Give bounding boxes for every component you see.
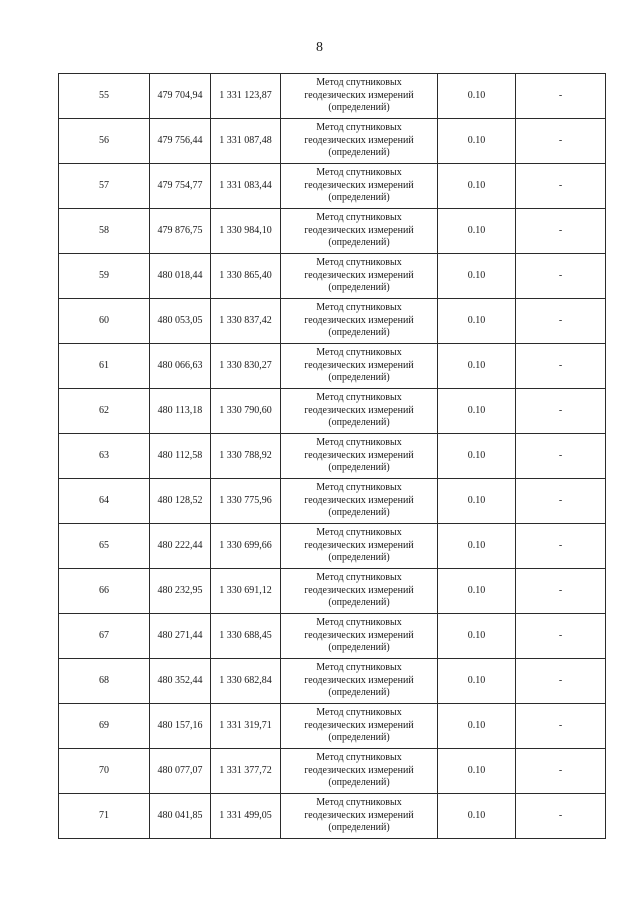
y-coordinate-cell: 1 330 790,60 bbox=[211, 389, 281, 434]
method-cell bbox=[281, 74, 438, 119]
x-coordinate-cell: 480 053,05 bbox=[150, 299, 211, 344]
method-cell bbox=[281, 119, 438, 164]
method-line-2: геодезических измерений bbox=[304, 494, 414, 506]
y-coordinate-cell: 1 330 682,84 bbox=[211, 659, 281, 704]
y-coordinate-cell: 1 330 830,27 bbox=[211, 344, 281, 389]
point-number-cell: 61 bbox=[59, 344, 150, 389]
point-number-cell: 56 bbox=[59, 119, 150, 164]
point-number-cell: 68 bbox=[59, 659, 150, 704]
point-number-cell: 70 bbox=[59, 749, 150, 794]
table-row bbox=[59, 74, 606, 119]
note-cell: - bbox=[516, 299, 606, 344]
table-row bbox=[59, 614, 606, 659]
note-cell: - bbox=[516, 344, 606, 389]
accuracy-cell: 0.10 bbox=[438, 749, 516, 794]
method-line-1: Метод спутниковых bbox=[316, 572, 402, 584]
coordinates-table bbox=[58, 73, 606, 839]
table-row bbox=[59, 659, 606, 704]
method-line-1: Метод спутниковых bbox=[316, 347, 402, 359]
method-line-1: Метод спутниковых bbox=[316, 707, 402, 719]
note-cell: - bbox=[516, 524, 606, 569]
x-coordinate-cell: 480 041,85 bbox=[150, 794, 211, 839]
y-coordinate-cell: 1 330 865,40 bbox=[211, 254, 281, 299]
table-row bbox=[59, 704, 606, 749]
y-coordinate-cell: 1 330 691,12 bbox=[211, 569, 281, 614]
method-line-2: геодезических измерений bbox=[304, 404, 414, 416]
accuracy-cell: 0.10 bbox=[438, 434, 516, 479]
method-line-1: Метод спутниковых bbox=[316, 527, 402, 539]
x-coordinate-cell: 480 112,58 bbox=[150, 434, 211, 479]
x-coordinate-cell: 479 754,77 bbox=[150, 164, 211, 209]
method-line-2: геодезических измерений bbox=[304, 359, 414, 371]
method-line-2: геодезических измерений bbox=[304, 134, 414, 146]
method-line-3: (определений) bbox=[328, 507, 390, 519]
method-line-3: (определений) bbox=[328, 372, 390, 384]
accuracy-cell: 0.10 bbox=[438, 254, 516, 299]
method-line-1: Метод спутниковых bbox=[316, 662, 402, 674]
note-cell: - bbox=[516, 749, 606, 794]
method-line-2: геодезических измерений bbox=[304, 449, 414, 461]
method-line-1: Метод спутниковых bbox=[316, 617, 402, 629]
point-number-cell: 65 bbox=[59, 524, 150, 569]
table-row bbox=[59, 749, 606, 794]
accuracy-cell: 0.10 bbox=[438, 614, 516, 659]
x-coordinate-cell: 480 066,63 bbox=[150, 344, 211, 389]
method-cell bbox=[281, 794, 438, 839]
table-row bbox=[59, 209, 606, 254]
method-line-3: (определений) bbox=[328, 642, 390, 654]
method-line-1: Метод спутниковых bbox=[316, 797, 402, 809]
y-coordinate-cell: 1 330 984,10 bbox=[211, 209, 281, 254]
method-cell bbox=[281, 344, 438, 389]
point-number-cell: 63 bbox=[59, 434, 150, 479]
method-line-3: (определений) bbox=[328, 552, 390, 564]
method-line-2: геодезических измерений bbox=[304, 269, 414, 281]
method-line-2: геодезических измерений bbox=[304, 809, 414, 821]
method-line-1: Метод спутниковых bbox=[316, 392, 402, 404]
method-cell bbox=[281, 254, 438, 299]
method-line-1: Метод спутниковых bbox=[316, 212, 402, 224]
method-line-2: геодезических измерений bbox=[304, 314, 414, 326]
table-row bbox=[59, 164, 606, 209]
method-cell bbox=[281, 614, 438, 659]
accuracy-cell: 0.10 bbox=[438, 524, 516, 569]
point-number-cell: 69 bbox=[59, 704, 150, 749]
y-coordinate-cell: 1 330 837,42 bbox=[211, 299, 281, 344]
x-coordinate-cell: 480 232,95 bbox=[150, 569, 211, 614]
method-cell bbox=[281, 479, 438, 524]
accuracy-cell: 0.10 bbox=[438, 389, 516, 434]
point-number-cell: 58 bbox=[59, 209, 150, 254]
method-line-3: (определений) bbox=[328, 102, 390, 114]
method-line-2: геодезических измерений bbox=[304, 674, 414, 686]
method-line-1: Метод спутниковых bbox=[316, 437, 402, 449]
x-coordinate-cell: 480 222,44 bbox=[150, 524, 211, 569]
x-coordinate-cell: 480 271,44 bbox=[150, 614, 211, 659]
accuracy-cell: 0.10 bbox=[438, 479, 516, 524]
table-row bbox=[59, 569, 606, 614]
method-line-2: геодезических измерений bbox=[304, 179, 414, 191]
method-line-3: (определений) bbox=[328, 822, 390, 834]
x-coordinate-cell: 479 876,75 bbox=[150, 209, 211, 254]
method-cell bbox=[281, 659, 438, 704]
table-row bbox=[59, 479, 606, 524]
method-cell bbox=[281, 209, 438, 254]
method-line-1: Метод спутниковых bbox=[316, 482, 402, 494]
method-line-3: (определений) bbox=[328, 192, 390, 204]
point-number-cell: 62 bbox=[59, 389, 150, 434]
note-cell: - bbox=[516, 389, 606, 434]
method-cell bbox=[281, 524, 438, 569]
note-cell: - bbox=[516, 434, 606, 479]
x-coordinate-cell: 480 018,44 bbox=[150, 254, 211, 299]
note-cell: - bbox=[516, 704, 606, 749]
method-cell bbox=[281, 569, 438, 614]
method-line-3: (определений) bbox=[328, 777, 390, 789]
table-row bbox=[59, 344, 606, 389]
point-number-cell: 57 bbox=[59, 164, 150, 209]
accuracy-cell: 0.10 bbox=[438, 74, 516, 119]
method-line-2: геодезических измерений bbox=[304, 584, 414, 596]
method-cell bbox=[281, 434, 438, 479]
point-number-cell: 71 bbox=[59, 794, 150, 839]
method-line-3: (определений) bbox=[328, 732, 390, 744]
method-line-3: (определений) bbox=[328, 462, 390, 474]
x-coordinate-cell: 480 113,18 bbox=[150, 389, 211, 434]
note-cell: - bbox=[516, 119, 606, 164]
note-cell: - bbox=[516, 164, 606, 209]
method-cell bbox=[281, 164, 438, 209]
note-cell: - bbox=[516, 794, 606, 839]
accuracy-cell: 0.10 bbox=[438, 344, 516, 389]
y-coordinate-cell: 1 330 699,66 bbox=[211, 524, 281, 569]
table-row bbox=[59, 794, 606, 839]
y-coordinate-cell: 1 331 087,48 bbox=[211, 119, 281, 164]
accuracy-cell: 0.10 bbox=[438, 569, 516, 614]
table-row bbox=[59, 299, 606, 344]
method-line-1: Метод спутниковых bbox=[316, 77, 402, 89]
method-line-2: геодезических измерений bbox=[304, 629, 414, 641]
note-cell: - bbox=[516, 479, 606, 524]
table-row bbox=[59, 254, 606, 299]
method-cell bbox=[281, 749, 438, 794]
y-coordinate-cell: 1 330 775,96 bbox=[211, 479, 281, 524]
method-line-3: (определений) bbox=[328, 237, 390, 249]
method-line-2: геодезических измерений bbox=[304, 719, 414, 731]
point-number-cell: 59 bbox=[59, 254, 150, 299]
table-row bbox=[59, 389, 606, 434]
accuracy-cell: 0.10 bbox=[438, 794, 516, 839]
y-coordinate-cell: 1 331 083,44 bbox=[211, 164, 281, 209]
x-coordinate-cell: 480 128,52 bbox=[150, 479, 211, 524]
note-cell: - bbox=[516, 569, 606, 614]
point-number-cell: 67 bbox=[59, 614, 150, 659]
accuracy-cell: 0.10 bbox=[438, 299, 516, 344]
note-cell: - bbox=[516, 614, 606, 659]
y-coordinate-cell: 1 331 499,05 bbox=[211, 794, 281, 839]
method-line-1: Метод спутниковых bbox=[316, 257, 402, 269]
x-coordinate-cell: 480 077,07 bbox=[150, 749, 211, 794]
method-line-3: (определений) bbox=[328, 147, 390, 159]
method-line-1: Метод спутниковых bbox=[316, 167, 402, 179]
method-line-2: геодезических измерений bbox=[304, 764, 414, 776]
point-number-cell: 55 bbox=[59, 74, 150, 119]
note-cell: - bbox=[516, 74, 606, 119]
coordinates-table-body bbox=[59, 74, 606, 839]
method-line-1: Метод спутниковых bbox=[316, 122, 402, 134]
y-coordinate-cell: 1 331 377,72 bbox=[211, 749, 281, 794]
y-coordinate-cell: 1 331 319,71 bbox=[211, 704, 281, 749]
accuracy-cell: 0.10 bbox=[438, 659, 516, 704]
page-number: 8 bbox=[316, 40, 323, 55]
y-coordinate-cell: 1 330 688,45 bbox=[211, 614, 281, 659]
point-number-cell: 66 bbox=[59, 569, 150, 614]
note-cell: - bbox=[516, 209, 606, 254]
method-line-2: геодезических измерений bbox=[304, 89, 414, 101]
method-line-3: (определений) bbox=[328, 282, 390, 294]
method-line-1: Метод спутниковых bbox=[316, 752, 402, 764]
table-row bbox=[59, 434, 606, 479]
method-cell bbox=[281, 299, 438, 344]
method-cell bbox=[281, 704, 438, 749]
accuracy-cell: 0.10 bbox=[438, 704, 516, 749]
method-line-3: (определений) bbox=[328, 597, 390, 609]
method-line-2: геодезических измерений bbox=[304, 539, 414, 551]
x-coordinate-cell: 479 756,44 bbox=[150, 119, 211, 164]
method-line-3: (определений) bbox=[328, 687, 390, 699]
accuracy-cell: 0.10 bbox=[438, 164, 516, 209]
table-row bbox=[59, 524, 606, 569]
x-coordinate-cell: 480 157,16 bbox=[150, 704, 211, 749]
point-number-cell: 60 bbox=[59, 299, 150, 344]
note-cell: - bbox=[516, 659, 606, 704]
x-coordinate-cell: 480 352,44 bbox=[150, 659, 211, 704]
y-coordinate-cell: 1 330 788,92 bbox=[211, 434, 281, 479]
method-line-3: (определений) bbox=[328, 327, 390, 339]
method-cell bbox=[281, 389, 438, 434]
note-cell: - bbox=[516, 254, 606, 299]
y-coordinate-cell: 1 331 123,87 bbox=[211, 74, 281, 119]
x-coordinate-cell: 479 704,94 bbox=[150, 74, 211, 119]
accuracy-cell: 0.10 bbox=[438, 209, 516, 254]
point-number-cell: 64 bbox=[59, 479, 150, 524]
method-line-3: (определений) bbox=[328, 417, 390, 429]
table-row bbox=[59, 119, 606, 164]
method-line-1: Метод спутниковых bbox=[316, 302, 402, 314]
accuracy-cell: 0.10 bbox=[438, 119, 516, 164]
method-line-2: геодезических измерений bbox=[304, 224, 414, 236]
